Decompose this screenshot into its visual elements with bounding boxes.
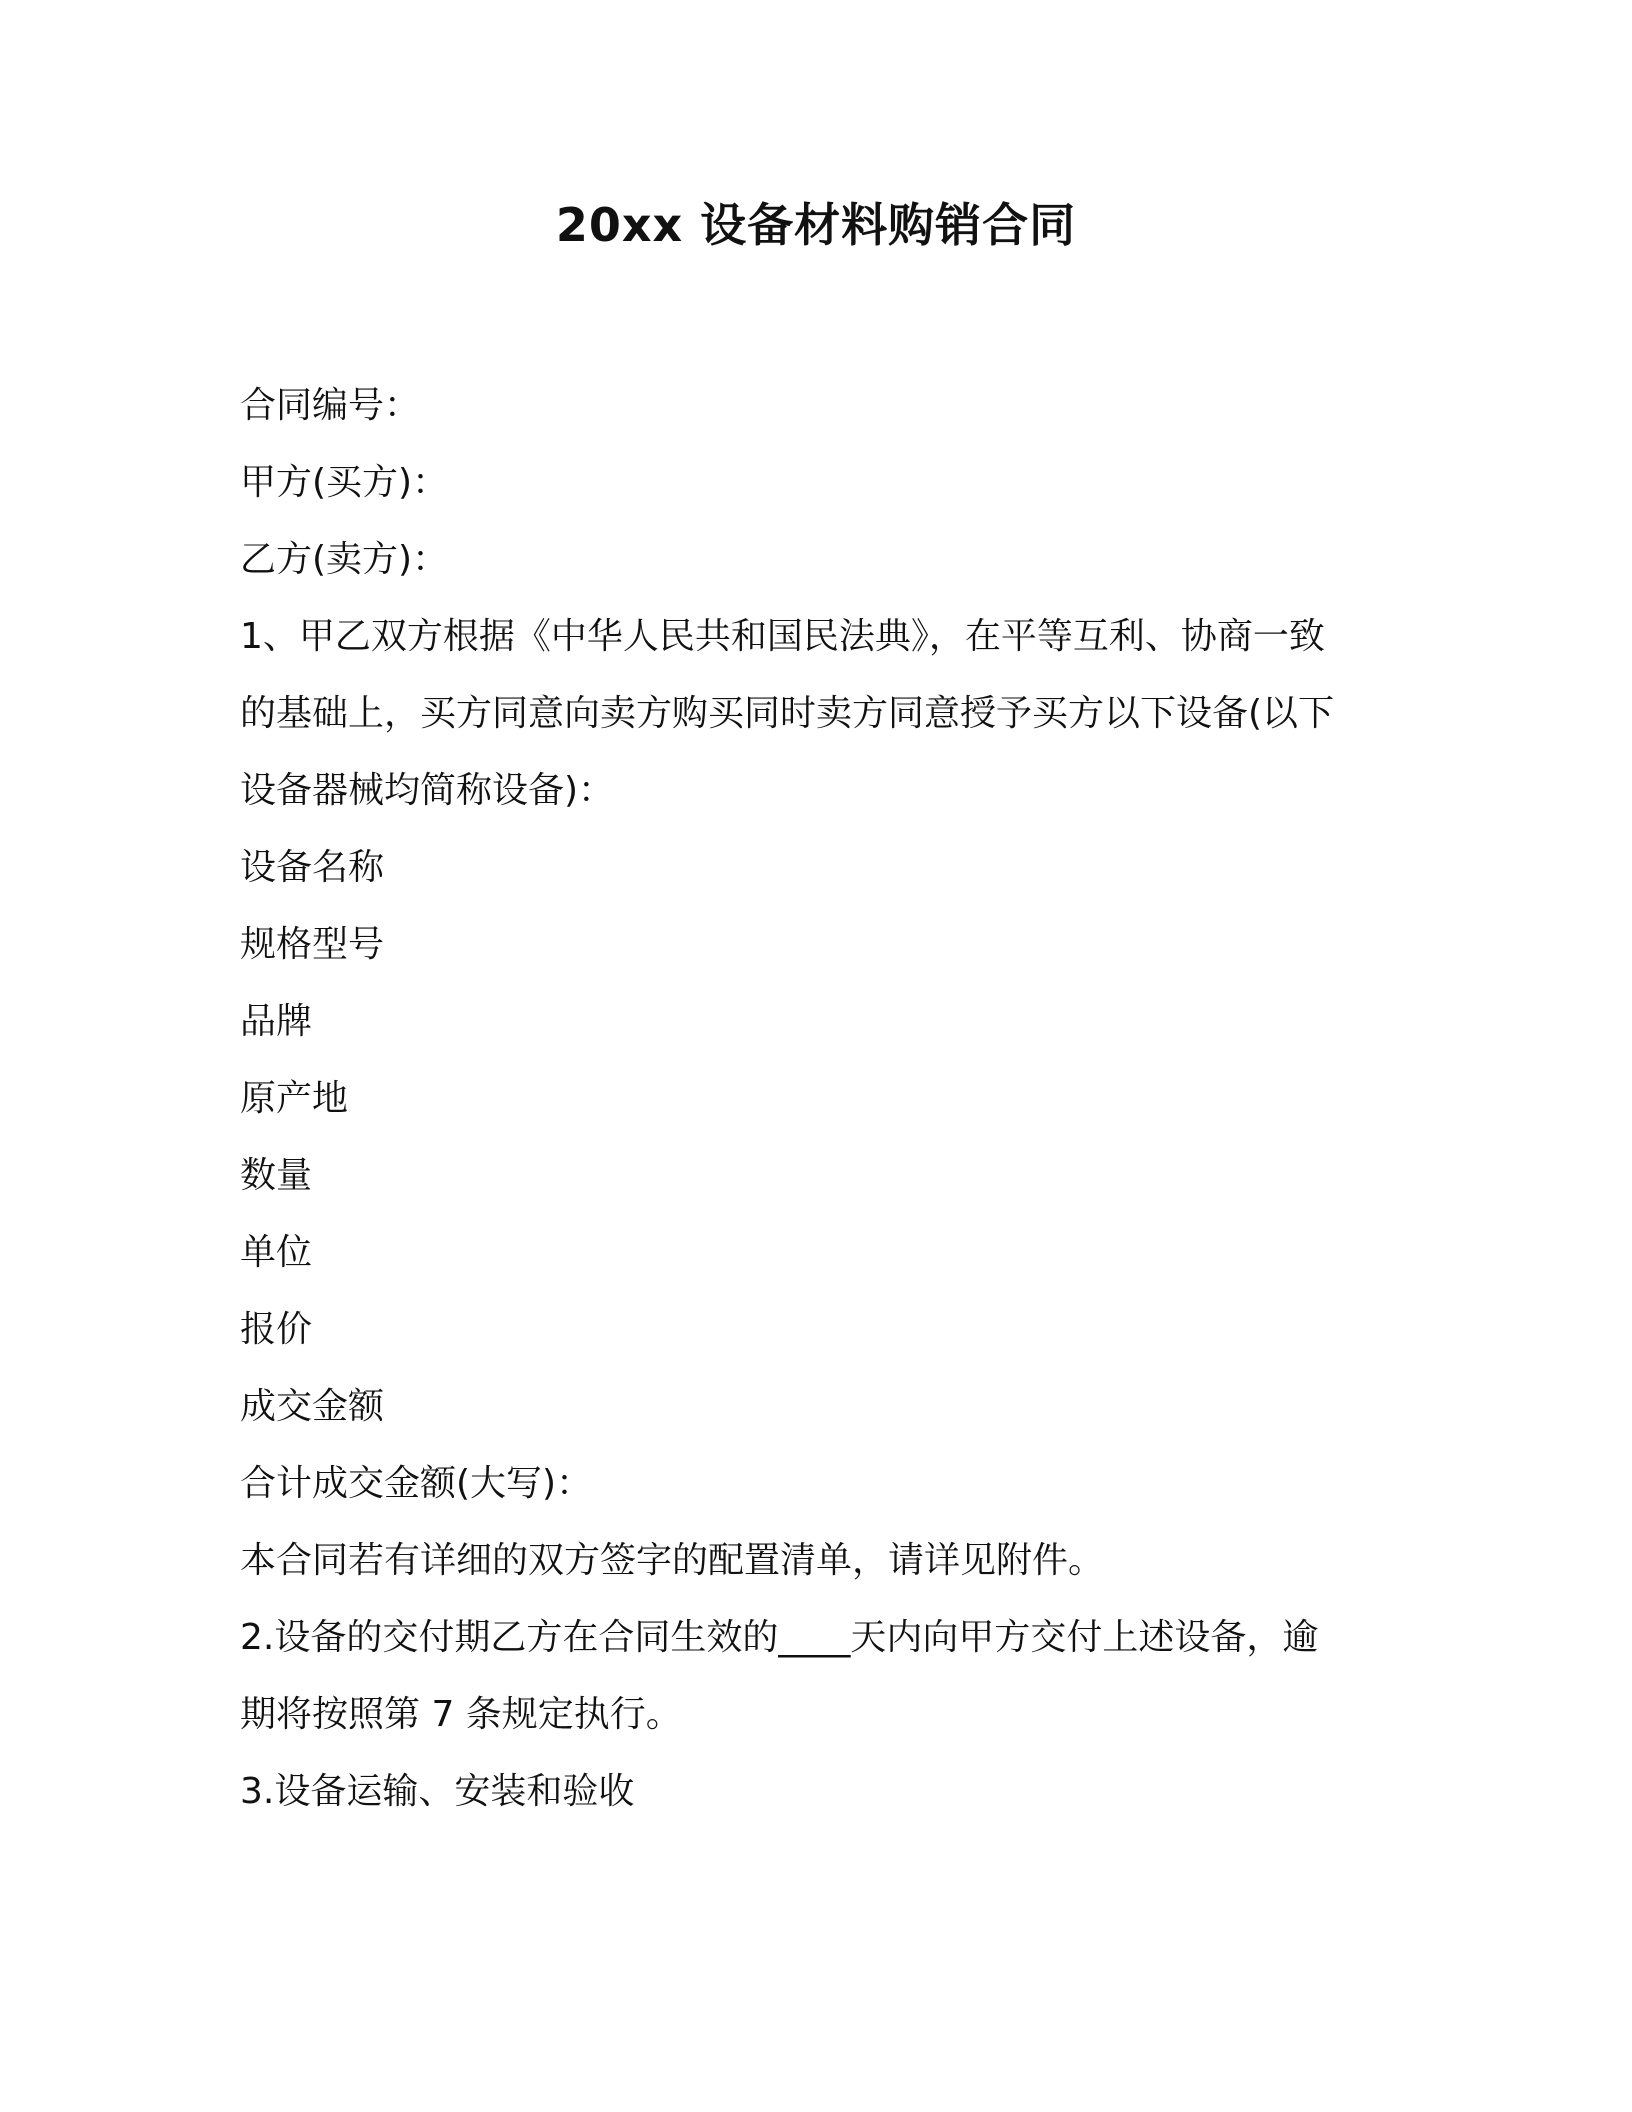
field-deal-amount: 成交金额 [240, 1386, 385, 1427]
clause-1-line-1: 1、甲乙双方根据《中华人民共和国民法典》，在平等互利、协商一致 [240, 616, 1325, 657]
field-spec-model: 规格型号 [240, 924, 385, 965]
clause-2-line-2: 期将按照第 7 条规定执行。 [240, 1694, 682, 1735]
field-brand: 品牌 [240, 1001, 313, 1042]
field-total-amount: 合计成交金额(大写)： [240, 1463, 593, 1504]
clause-2-line-1: 2.设备的交付期乙方在合同生效的____天内向甲方交付上述设备，逾 [240, 1617, 1319, 1658]
document-body [240, 367, 1390, 1830]
field-quote: 报价 [240, 1309, 313, 1350]
contract-number-line: 合同编号： [240, 385, 421, 426]
clause-1-line-3: 设备器械均简称设备)： [240, 770, 615, 811]
attachment-note: 本合同若有详细的双方签字的配置清单，请详见附件。 [240, 1540, 1105, 1581]
document-title: 20xx 设备材料购销合同 [555, 198, 1077, 252]
field-quantity: 数量 [240, 1155, 313, 1196]
clause-1-line-2: 的基础上，买方同意向卖方购买同时卖方同意授予买方以下设备(以下 [240, 693, 1335, 734]
party-a-line: 甲方(买方)： [240, 462, 449, 503]
field-origin: 原产地 [240, 1078, 349, 1119]
party-b-line: 乙方(卖方)： [240, 539, 449, 580]
clause-3-heading: 3.设备运输、安装和验收 [240, 1771, 635, 1812]
field-equipment-name: 设备名称 [240, 847, 385, 888]
field-unit: 单位 [240, 1232, 313, 1273]
